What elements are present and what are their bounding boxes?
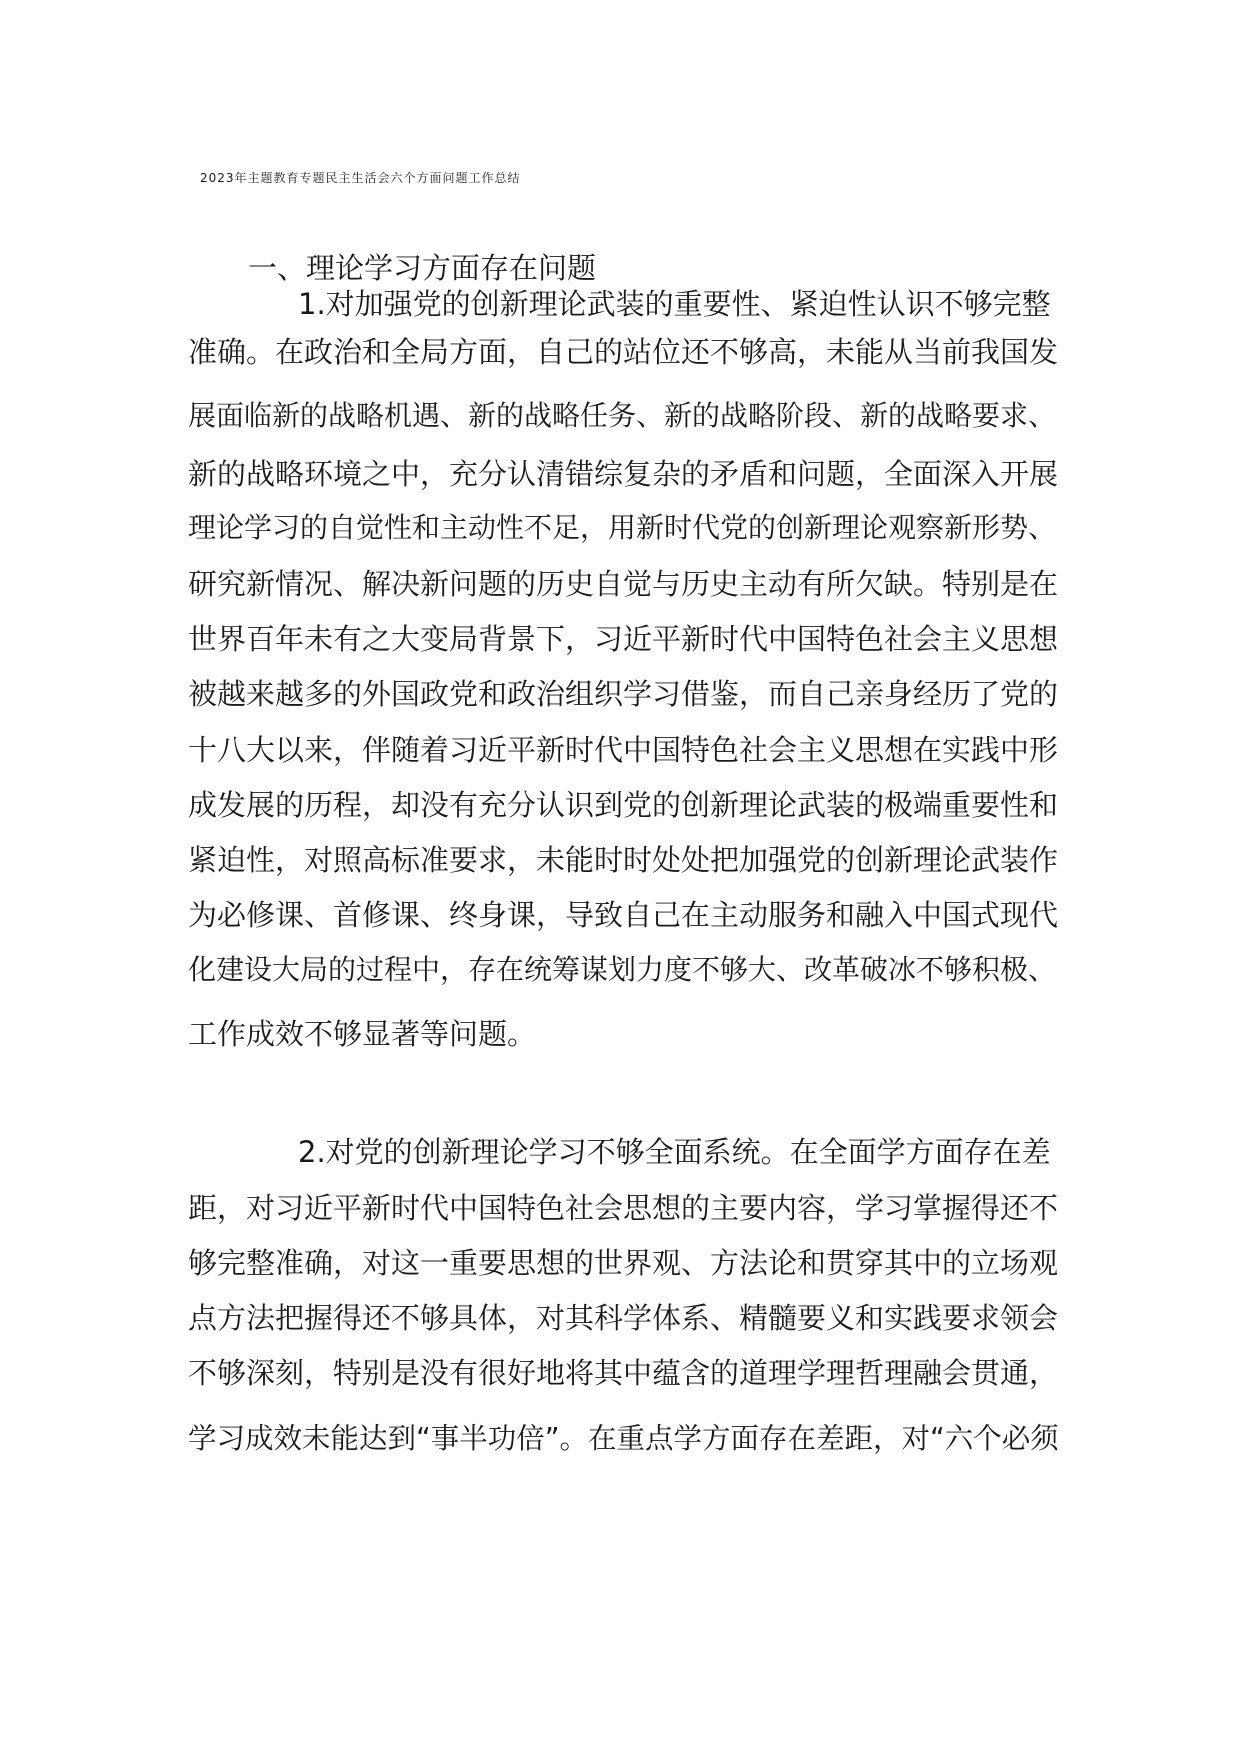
paragraph-line: 够完整准确，对这一重要思想的世界观、方法论和贯穿其中的立场观 bbox=[188, 1246, 1059, 1280]
paragraph-line: 点方法把握得还不够具体，对其科学体系、精髓要义和实践要求领会 bbox=[188, 1301, 1059, 1335]
paragraph-line: 被越来越多的外国政党和政治组织学习借鉴，而自己亲身经历了党的 bbox=[188, 677, 1059, 711]
paragraph-line: 新的战略环境之中，充分认清错综复杂的矛盾和问题，全面深入开展 bbox=[188, 457, 1059, 491]
paragraph-line: 理论学习的自觉性和主动性不足，用新时代党的创新理论观察新形势、 bbox=[188, 511, 1057, 544]
paragraph-line: 工作成效不够显著等问题。 bbox=[188, 1017, 537, 1051]
paragraph-line: 学习成效未能达到“事半功倍”。在重点学方面存在差距，对“六个必须 bbox=[188, 1422, 1059, 1455]
paragraph-line: 紧迫性，对照高标准要求，未能时时处处把加强党的创新理论武装作 bbox=[188, 843, 1059, 877]
paragraph-line: 2.对党的创新理论学习不够全面系统。在全面学方面存在差 bbox=[298, 1135, 1051, 1169]
paragraph-line: 展面临新的战略机遇、新的战略任务、新的战略阶段、新的战略要求、 bbox=[188, 399, 1057, 432]
document-title: 2023年主题教育专题民主生活会六个方面问题工作总结 bbox=[200, 171, 521, 185]
paragraph-line: 世界百年未有之大变局背景下，习近平新时代中国特色社会主义思想 bbox=[188, 622, 1059, 656]
paragraph-line: 距，对习近平新时代中国特色社会思想的主要内容，学习掌握得还不 bbox=[188, 1191, 1059, 1225]
section-heading: 一、理论学习方面存在问题 bbox=[248, 251, 597, 285]
paragraph-line: 化建设大局的过程中，存在统筹谋划力度不够大、改革破冰不够积极、 bbox=[188, 953, 1057, 986]
paragraph-line: 研究新情况、解决新问题的历史自觉与历史主动有所欠缺。特别是在 bbox=[188, 567, 1059, 601]
paragraph-line: 1.对加强党的创新理论武装的重要性、紧迫性认识不够完整 bbox=[298, 287, 1051, 321]
paragraph-line: 为必修课、首修课、终身课，导致自己在主动服务和融入中国式现代 bbox=[188, 898, 1059, 932]
paragraph-line: 不够深刻，特别是没有很好地将其中蕴含的道理学理哲理融会贯通， bbox=[188, 1356, 1059, 1390]
paragraph-line: 成发展的历程，却没有充分认识到党的创新理论武装的极端重要性和 bbox=[188, 788, 1059, 822]
paragraph-line: 准确。在政治和全局方面，自己的站位还不够高，未能从当前我国发 bbox=[188, 335, 1059, 369]
paragraph-line: 十八大以来，伴随着习近平新时代中国特色社会主义思想在实践中形 bbox=[188, 733, 1059, 767]
